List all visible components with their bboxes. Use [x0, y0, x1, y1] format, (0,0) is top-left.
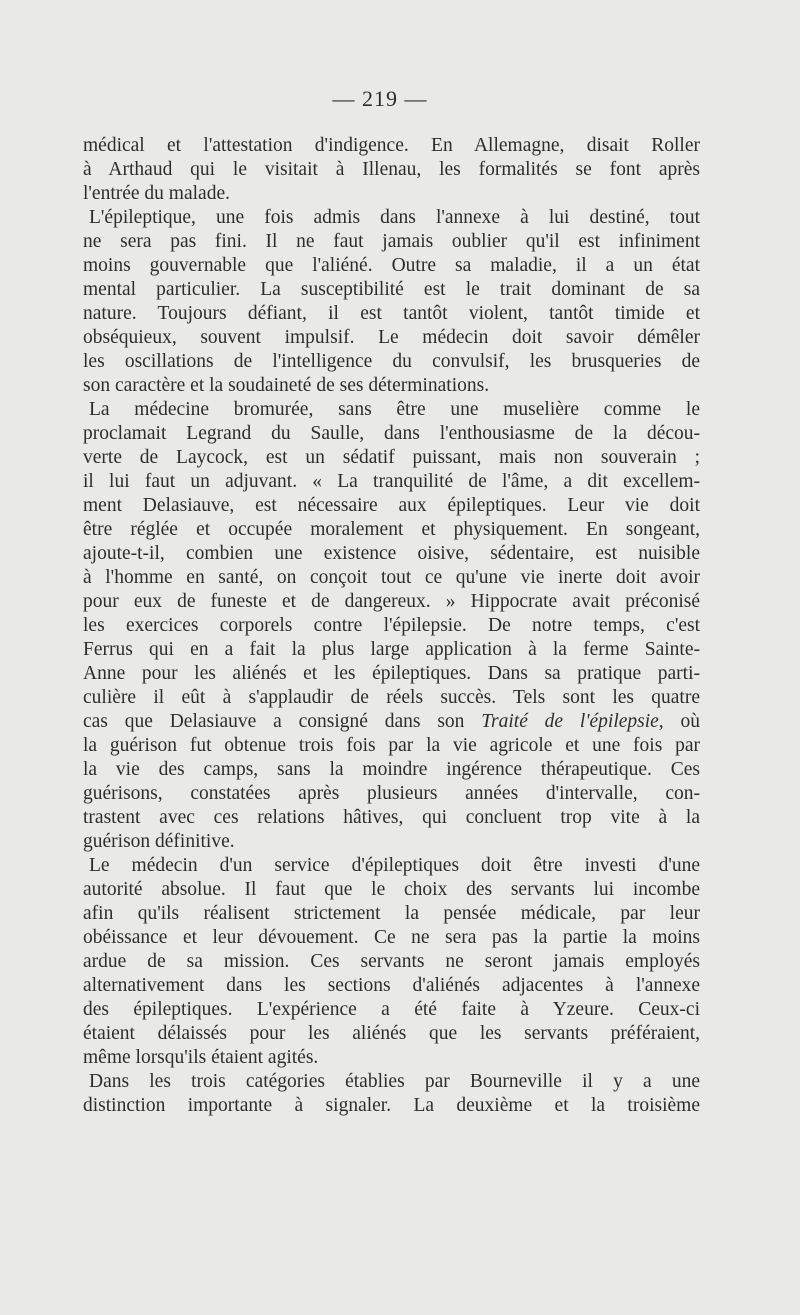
text-fragment: où [680, 711, 700, 732]
text-line: La médecine bromurée, sans être une muselière comme le [89, 399, 700, 420]
text-line: trastent avec ces relations hâtives, qui concluent trop vite à la [83, 807, 700, 828]
text-line: Anne pour les aliénés et les épileptiques. Dans sa pratique parti- [83, 663, 700, 684]
text-line: étaient délaissés pour les aliénés que les servants préféraient, [83, 1023, 700, 1044]
text-line: guérisons, constatées après plusieurs années d'intervalle, con- [83, 783, 700, 804]
text-line: ne sera pas fini. Il ne faut jamais oublier qu'il est infiniment [83, 231, 700, 252]
text-line: à l'homme en santé, on conçoit tout ce qu'une vie inerte doit avoir [83, 567, 700, 588]
text-line: autorité absolue. Il faut que le choix des servants lui incombe [83, 879, 700, 900]
text-line: obéissance et leur dévouement. Ce ne sera pas la partie la moins [83, 927, 700, 948]
text-line: proclamait Legrand du Saulle, dans l'enthousiasme de la décou- [83, 423, 700, 444]
text-line: la guérison fut obtenue trois fois par la vie agricole et une fois par [83, 735, 700, 756]
text-line: Le médecin d'un service d'épileptiques doit être investi d'une [89, 855, 700, 876]
text-line: l'entrée du malade. [83, 183, 230, 204]
text-line: Dans les trois catégories établies par Bourneville il y a une [89, 1071, 700, 1092]
text-line: ment Delasiauve, est nécessaire aux épileptiques. Leur vie doit [83, 495, 700, 516]
text-line: ardue de sa mission. Ces servants ne seront jamais employés [83, 951, 700, 972]
text-line: les oscillations de l'intelligence du convulsif, les brusqueries de [83, 351, 700, 372]
text-line: à Arthaud qui le visitait à Illenau, les formalités se font après [83, 159, 700, 180]
text-line: médical et l'attestation d'indigence. En Allemagne, disait Roller [83, 135, 700, 156]
book-title-italic: Traité de l'épilepsie, [481, 711, 664, 732]
text-line: il lui faut un adjuvant. « La tranquilité de l'âme, a dit excellem- [83, 471, 700, 492]
text-line: L'épileptique, une fois admis dans l'annexe à lui destiné, tout [89, 207, 700, 228]
text-line: être réglée et occupée moralement et physiquement. En songeant, [83, 519, 700, 540]
text-line: son caractère et la soudaineté de ses déterminations. [83, 375, 490, 396]
text-fragment: cas que Delasiauve a consigné dans son [83, 711, 465, 732]
page-number: — 219 — [332, 86, 428, 111]
text-line: Ferrus qui en a fait la plus large application à la ferme Sainte- [83, 639, 700, 660]
text-line: même lorsqu'ils étaient agités. [83, 1047, 319, 1068]
body-text [83, 134, 700, 1118]
text-line: moins gouvernable que l'aliéné. Outre sa maladie, il a un état [83, 255, 700, 276]
text-line: les exercices corporels contre l'épilepsie. De notre temps, c'est [83, 615, 700, 636]
text-line: ajoute-t-il, combien une existence oisive, sédentaire, est nuisible [83, 543, 700, 564]
text-line: afin qu'ils réalisent strictement la pensée médicale, par leur [83, 903, 700, 924]
text-line: pour eux de funeste et de dangereux. » Hippocrate avait préconisé [83, 591, 700, 612]
text-line: guérison définitive. [83, 831, 235, 852]
text-line: alternativement dans les sections d'aliénés adjacentes à l'annexe [83, 975, 700, 996]
text-line: mental particulier. La susceptibilité est le trait dominant de sa [83, 279, 700, 300]
text-line: nature. Toujours défiant, il est tantôt violent, tantôt timide et [83, 303, 700, 324]
text-line: des épileptiques. L'expérience a été faite à Yzeure. Ceux-ci [83, 999, 700, 1020]
text-line: culière il eût à s'applaudir de réels succès. Tels sont les quatre [83, 687, 700, 708]
text-line: distinction importante à signaler. La deuxième et la troisième [83, 1095, 700, 1116]
text-line: la vie des camps, sans la moindre ingérence thérapeutique. Ces [83, 759, 700, 780]
text-line: obséquieux, souvent impulsif. Le médecin doit savoir démêler [83, 327, 700, 348]
text-line: verte de Laycock, est un sédatif puissant, mais non souverain ; [83, 447, 700, 468]
text-line-with-citation [83, 710, 700, 734]
